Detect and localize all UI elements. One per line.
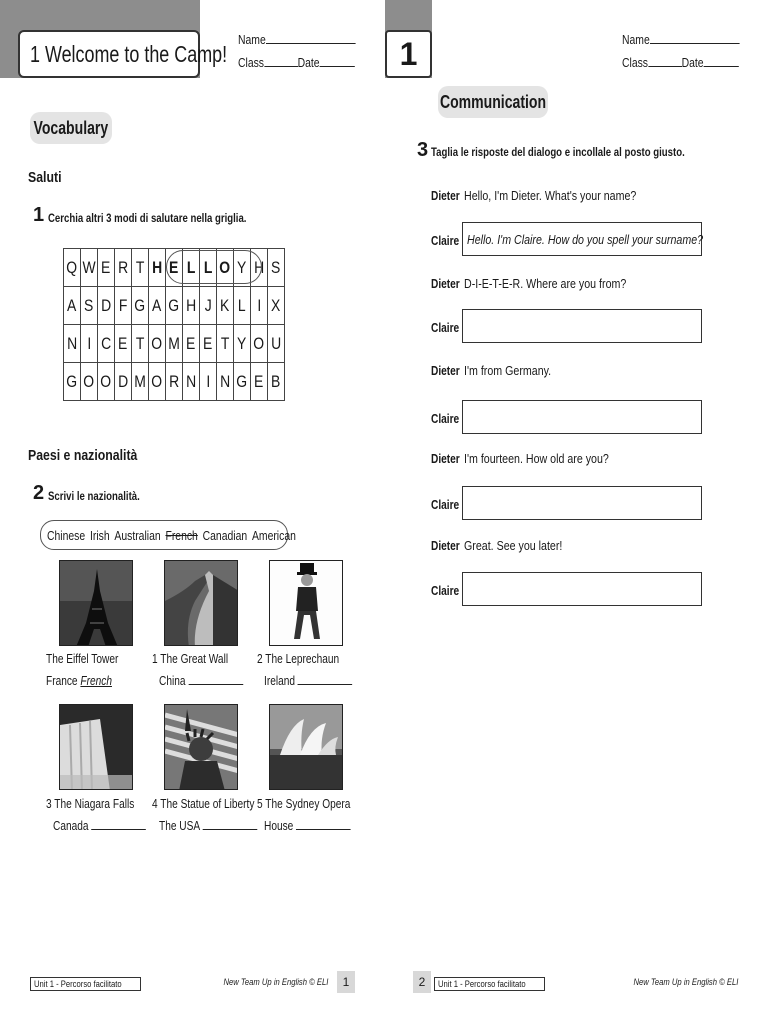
grid-cell[interactable]: O [149, 325, 166, 363]
grid-cell[interactable]: Q [64, 249, 81, 287]
dialogue-line: I'm from Germany. [464, 363, 552, 378]
exercise-3-number: 3 [417, 139, 429, 161]
class-date-field-right: Class Date [622, 55, 739, 70]
word-bank [40, 520, 296, 550]
name-line[interactable] [266, 32, 356, 44]
grid-cell[interactable]: K [217, 287, 234, 325]
grid-cell[interactable]: D [115, 363, 132, 401]
grid-cell[interactable]: Y [234, 249, 251, 287]
grid-cell[interactable]: G [64, 363, 81, 401]
communication-label: Communication [438, 86, 548, 118]
answer-line-usa: The USA [159, 815, 258, 837]
grid-cell[interactable]: X [268, 287, 285, 325]
section-paesi: Paesi e nazionalità [28, 447, 138, 464]
grid-cell[interactable]: Y [234, 325, 251, 363]
name-field-right: Name [622, 32, 739, 47]
date-line-right[interactable] [704, 55, 739, 67]
grid-cell[interactable]: I [81, 325, 98, 363]
class-line[interactable] [264, 55, 298, 67]
grid-cell[interactable]: O [98, 363, 115, 401]
exercise-3-instruction: Taglia le risposte del dialogo e incollale al posto giusto. [431, 145, 685, 159]
statue-of-liberty-photo [164, 704, 238, 790]
eiffel-tower-photo [59, 560, 133, 646]
word-bank-item: Canadian [202, 527, 248, 543]
grid-cell[interactable]: F [115, 287, 132, 325]
grid-cell[interactable]: E [200, 325, 217, 363]
grid-cell[interactable]: E [98, 249, 115, 287]
grid-cell[interactable]: O [149, 363, 166, 401]
grid-cell[interactable]: U [268, 325, 285, 363]
grid-cell[interactable]: M [166, 325, 183, 363]
vocabulary-label: Vocabulary [30, 112, 112, 144]
unit-number-box: 1 [385, 30, 432, 78]
exercise-1-number: 1 [33, 204, 45, 226]
answer-line-china: China [159, 670, 243, 692]
grid-cell[interactable]: E [183, 325, 200, 363]
page-number-left: 1 [337, 971, 355, 993]
grid-cell[interactable]: L [183, 249, 200, 287]
caption-sydney: 5 The Sydney Opera [257, 796, 351, 811]
grid-cell[interactable]: B [268, 363, 285, 401]
hello-circle-mark [166, 250, 262, 284]
grid-cell[interactable]: G [234, 363, 251, 401]
answer-line-ireland: Ireland [264, 670, 352, 692]
grid-cell[interactable]: E [115, 325, 132, 363]
grid-cell[interactable]: I [251, 287, 268, 325]
speaker-claire: Claire [431, 320, 460, 335]
exercise-1-instruction: Cerchia altri 3 modi di salutare nella griglia. [48, 211, 247, 225]
grid-cell[interactable]: R [166, 363, 183, 401]
grid-cell[interactable]: L [200, 249, 217, 287]
footer-credit-left: New Team Up in English © ELI [223, 977, 328, 987]
answer-line-australia: House [264, 815, 351, 837]
grid-cell[interactable]: N [64, 325, 81, 363]
caption-liberty: 4 The Statue of Liberty [152, 796, 255, 811]
grid-cell[interactable]: T [132, 325, 149, 363]
leprechaun-photo [269, 560, 343, 646]
grid-cell[interactable]: T [217, 325, 234, 363]
answer-line-canada: Canada [53, 815, 146, 837]
caption-niagara: 3 The Niagara Falls [46, 796, 135, 811]
footer-unit-box-left: Unit 1 - Percorso facilitato [30, 977, 141, 991]
answer-box[interactable] [462, 486, 702, 520]
section-saluti: Saluti [28, 169, 62, 186]
answer-blank-ireland[interactable] [298, 673, 353, 685]
grid-cell[interactable]: I [200, 363, 217, 401]
word-bank-item: Chinese [47, 527, 86, 543]
dialogue-line: I'm fourteen. How old are you? [464, 451, 609, 466]
speaker-dieter: Dieter [431, 188, 460, 203]
grid-cell[interactable]: S [81, 287, 98, 325]
dialogue-line: Great. See you later! [464, 538, 563, 553]
speaker-dieter: Dieter [431, 451, 460, 466]
answer-box[interactable] [462, 309, 702, 343]
grid-cell[interactable]: L [234, 287, 251, 325]
name-line-right[interactable] [650, 32, 740, 44]
grid-cell[interactable]: H [149, 249, 166, 287]
speaker-dieter: Dieter [431, 276, 460, 291]
page-number-right: 2 [413, 971, 431, 993]
speaker-claire: Claire [431, 411, 460, 426]
niagara-falls-photo [59, 704, 133, 790]
grid-cell[interactable]: O [81, 363, 98, 401]
answer-box[interactable] [462, 572, 702, 606]
name-field: Name [238, 32, 355, 47]
great-wall-photo [164, 560, 238, 646]
speaker-claire: Claire [431, 497, 460, 512]
answer-blank-usa[interactable] [203, 818, 258, 830]
unit-title-box [18, 30, 228, 78]
word-bank-item: Australian [114, 527, 161, 543]
grid-cell[interactable]: H [183, 287, 200, 325]
exercise-2-number: 2 [33, 482, 45, 504]
exercise-2-instruction: Scrivi le nazionalità. [48, 489, 140, 503]
word-bank-item: French [165, 527, 198, 543]
class-date-field: Class Date [238, 55, 355, 70]
class-line-right[interactable] [648, 55, 682, 67]
grid-cell[interactable]: E [251, 363, 268, 401]
grid-cell[interactable]: H [251, 249, 268, 287]
speaker-dieter: Dieter [431, 363, 460, 378]
grid-cell[interactable]: O [217, 249, 234, 287]
grid-cell[interactable]: R [115, 249, 132, 287]
dialogue-line: D-I-E-T-E-R. Where are you from? [464, 276, 627, 291]
grid-cell[interactable]: E [166, 249, 183, 287]
speaker-claire: Claire [431, 583, 460, 598]
grid-cell[interactable]: A [149, 287, 166, 325]
sydney-opera-house-photo [269, 704, 343, 790]
grid-cell[interactable]: W [81, 249, 98, 287]
grid-cell[interactable]: N [183, 363, 200, 401]
grid-cell[interactable]: S [268, 249, 285, 287]
speaker-claire: Claire [431, 233, 460, 248]
answer-line-france: France French [46, 673, 112, 688]
caption-eiffel: The Eiffel Tower [46, 651, 119, 666]
grid-row [64, 287, 285, 325]
word-bank-item: Irish [89, 527, 110, 543]
dialogue-line: Hello, I'm Dieter. What's your name? [464, 188, 637, 203]
answer-box[interactable] [462, 400, 702, 434]
answer-blank-australia[interactable] [296, 818, 351, 830]
answer-blank-china[interactable] [188, 673, 243, 685]
grid-cell[interactable]: M [132, 363, 149, 401]
grid-cell[interactable]: G [132, 287, 149, 325]
caption-great-wall: 1 The Great Wall [152, 651, 229, 666]
grid-row [64, 363, 285, 401]
grid-cell[interactable]: D [98, 287, 115, 325]
grid-cell[interactable]: J [200, 287, 217, 325]
word-bank-item: American [251, 527, 296, 543]
footer-credit-right: New Team Up in English © ELI [633, 977, 738, 987]
footer-unit-box-right: Unit 1 - Percorso facilitato [434, 977, 545, 991]
grid-cell[interactable]: G [166, 287, 183, 325]
example-answer-french: French [80, 673, 112, 688]
grid-row [64, 325, 285, 363]
grid-cell[interactable]: N [217, 363, 234, 401]
answer-text: Hello. I'm Claire. How do you spell your surname? [467, 231, 704, 247]
grid-cell[interactable]: T [132, 249, 149, 287]
grid-cell[interactable]: A [64, 287, 81, 325]
grid-cell[interactable]: C [98, 325, 115, 363]
unit-title: 1 Welcome to the Camp! [30, 40, 228, 67]
caption-leprechaun: 2 The Leprechaun [257, 651, 340, 666]
grid-cell[interactable]: O [251, 325, 268, 363]
answer-blank-canada[interactable] [91, 818, 146, 830]
answer-box[interactable] [462, 222, 702, 256]
speaker-dieter: Dieter [431, 538, 460, 553]
date-line[interactable] [320, 55, 355, 67]
